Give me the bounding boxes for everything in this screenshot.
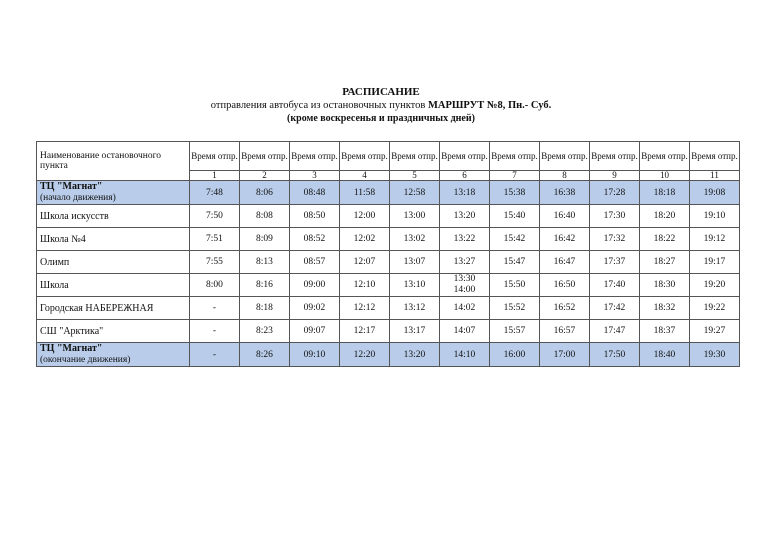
time-cell: 13:30 14:00 xyxy=(440,274,490,297)
time-cell: 16:40 xyxy=(540,205,590,228)
time-cell: 15:57 xyxy=(490,320,540,343)
time-cell: 13:10 xyxy=(390,274,440,297)
subtitle-prefix: отправления автобуса из остановочных пунктов xyxy=(210,100,428,111)
time-cell: 08:57 xyxy=(290,251,340,274)
time-cell: 16:52 xyxy=(540,297,590,320)
trip-number: 9 xyxy=(590,171,640,181)
time-cell: 18:37 xyxy=(640,320,690,343)
page-subtitle xyxy=(0,100,762,111)
time-cell: 12:17 xyxy=(340,320,390,343)
header-row xyxy=(37,142,740,171)
stop-name: ТЦ "Магнат" xyxy=(40,181,103,192)
trip-number: 6 xyxy=(440,171,490,181)
page-title: РАСПИСАНИЕ xyxy=(342,86,420,98)
time-cell: 13:07 xyxy=(390,251,440,274)
stop-name: Школа №4 xyxy=(40,233,86,245)
time-cell: - xyxy=(190,297,240,320)
schedule-body xyxy=(37,142,740,367)
time-cell: 17:32 xyxy=(590,228,640,251)
time-cell: 13:00 xyxy=(390,205,440,228)
stop-name-cell xyxy=(37,181,190,205)
time-cell: 8:18 xyxy=(240,297,290,320)
time-cell: 08:48 xyxy=(290,181,340,205)
time-column-header: Время отпр. xyxy=(240,142,290,171)
table-row xyxy=(37,297,740,320)
time-cell: 13:18 xyxy=(440,181,490,205)
time-cell: - xyxy=(190,343,240,367)
trip-number: 3 xyxy=(290,171,340,181)
table-row xyxy=(37,343,740,367)
table-row xyxy=(37,320,740,343)
time-cell: 14:02 xyxy=(440,297,490,320)
time-cell: 18:32 xyxy=(640,297,690,320)
time-cell: 19:12 xyxy=(690,228,740,251)
time-cell: 12:02 xyxy=(340,228,390,251)
stop-name: СШ "Арктика" xyxy=(40,325,104,337)
time-cell: 08:52 xyxy=(290,228,340,251)
time-cell: 16:50 xyxy=(540,274,590,297)
time-cell: 15:52 xyxy=(490,297,540,320)
time-cell: 09:10 xyxy=(290,343,340,367)
time-cell: 18:27 xyxy=(640,251,690,274)
time-cell: 14:07 xyxy=(440,320,490,343)
time-cell: 18:20 xyxy=(640,205,690,228)
trip-number: 11 xyxy=(690,171,740,181)
time-column-header: Время отпр. xyxy=(440,142,490,171)
time-column-header: Время отпр. xyxy=(490,142,540,171)
time-cell: 12:58 xyxy=(390,181,440,205)
page-note: (кроме воскресенья и праздничных дней) xyxy=(287,113,475,124)
stop-name: ТЦ "Магнат" xyxy=(40,343,103,354)
time-cell: 8:09 xyxy=(240,228,290,251)
time-cell: 17:50 xyxy=(590,343,640,367)
trip-number: 4 xyxy=(340,171,390,181)
time-cell: 8:23 xyxy=(240,320,290,343)
table-row xyxy=(37,274,740,297)
time-cell: 8:26 xyxy=(240,343,290,367)
trip-number: 10 xyxy=(640,171,690,181)
time-cell: 19:08 xyxy=(690,181,740,205)
time-column-header: Время отпр. xyxy=(190,142,240,171)
time-cell: 18:40 xyxy=(640,343,690,367)
time-cell: 16:00 xyxy=(490,343,540,367)
time-cell: 17:47 xyxy=(590,320,640,343)
time-cell: 7:50 xyxy=(190,205,240,228)
time-cell: 19:20 xyxy=(690,274,740,297)
time-cell: 12:12 xyxy=(340,297,390,320)
time-column-header: Время отпр. xyxy=(290,142,340,171)
table-row xyxy=(37,181,740,205)
time-cell: 13:12 xyxy=(390,297,440,320)
schedule-table xyxy=(36,141,740,367)
time-cell: 13:17 xyxy=(390,320,440,343)
time-column-header: Время отпр. xyxy=(540,142,590,171)
trip-number: 8 xyxy=(540,171,590,181)
time-cell: 8:13 xyxy=(240,251,290,274)
stop-name-cell xyxy=(37,274,190,297)
time-cell: 18:18 xyxy=(640,181,690,205)
stop-name: Олимп xyxy=(40,256,70,268)
time-cell: 15:50 xyxy=(490,274,540,297)
time-cell: 09:02 xyxy=(290,297,340,320)
time-cell: 12:00 xyxy=(340,205,390,228)
time-cell: 08:50 xyxy=(290,205,340,228)
stop-name: Школа искусств xyxy=(40,210,109,222)
stop-note: (начало движения) xyxy=(40,193,116,203)
time-cell: 14:10 xyxy=(440,343,490,367)
time-cell: 13:22 xyxy=(440,228,490,251)
time-cell: 15:38 xyxy=(490,181,540,205)
route-label: МАРШРУТ №8, Пн.- Суб. xyxy=(427,100,552,111)
time-cell: 7:55 xyxy=(190,251,240,274)
time-cell: 16:57 xyxy=(540,320,590,343)
time-cell: 17:28 xyxy=(590,181,640,205)
time-cell: 19:30 xyxy=(690,343,740,367)
trip-number: 1 xyxy=(190,171,240,181)
time-cell: 8:08 xyxy=(240,205,290,228)
time-cell: 13:02 xyxy=(390,228,440,251)
time-cell: 17:30 xyxy=(590,205,640,228)
time-cell: 16:47 xyxy=(540,251,590,274)
time-column-header: Время отпр. xyxy=(640,142,690,171)
stop-name-cell xyxy=(37,297,190,320)
time-cell: 15:47 xyxy=(490,251,540,274)
time-cell: 16:42 xyxy=(540,228,590,251)
time-cell: 12:07 xyxy=(340,251,390,274)
time-cell: 17:37 xyxy=(590,251,640,274)
time-column-header: Время отпр. xyxy=(690,142,740,171)
time-cell: 8:16 xyxy=(240,274,290,297)
time-cell: 17:42 xyxy=(590,297,640,320)
table-row xyxy=(37,251,740,274)
stop-name: Городская НАБЕРЕЖНАЯ xyxy=(40,302,154,314)
stop-column-header: Наименование остановочного пункта xyxy=(37,142,190,181)
time-cell: 12:20 xyxy=(340,343,390,367)
time-cell: 17:00 xyxy=(540,343,590,367)
stop-name: Школа xyxy=(40,279,69,291)
time-cell: 8:00 xyxy=(190,274,240,297)
trip-number: 2 xyxy=(240,171,290,181)
table-row xyxy=(37,205,740,228)
time-cell: 18:22 xyxy=(640,228,690,251)
time-cell: 19:17 xyxy=(690,251,740,274)
time-cell: 11:58 xyxy=(340,181,390,205)
time-cell: 15:42 xyxy=(490,228,540,251)
time-cell: 13:27 xyxy=(440,251,490,274)
time-cell: 09:07 xyxy=(290,320,340,343)
stop-note: (окончание движения) xyxy=(40,355,131,365)
stop-name-cell xyxy=(37,205,190,228)
stop-name-cell xyxy=(37,228,190,251)
time-column-header: Время отпр. xyxy=(340,142,390,171)
time-cell: 19:10 xyxy=(690,205,740,228)
time-cell: 15:40 xyxy=(490,205,540,228)
time-cell: 18:30 xyxy=(640,274,690,297)
time-cell: - xyxy=(190,320,240,343)
time-column-header: Время отпр. xyxy=(590,142,640,171)
time-cell: 7:48 xyxy=(190,181,240,205)
time-cell: 17:40 xyxy=(590,274,640,297)
time-cell: 13:20 xyxy=(440,205,490,228)
time-column-header: Время отпр. xyxy=(390,142,440,171)
time-cell: 8:06 xyxy=(240,181,290,205)
time-cell: 19:27 xyxy=(690,320,740,343)
stop-name-cell xyxy=(37,251,190,274)
trip-number: 7 xyxy=(490,171,540,181)
time-cell: 19:22 xyxy=(690,297,740,320)
trip-number: 5 xyxy=(390,171,440,181)
time-cell: 7:51 xyxy=(190,228,240,251)
time-cell: 12:10 xyxy=(340,274,390,297)
table-row xyxy=(37,228,740,251)
stop-name-cell xyxy=(37,320,190,343)
stop-name-cell xyxy=(37,343,190,367)
time-cell: 16:38 xyxy=(540,181,590,205)
time-cell: 09:00 xyxy=(290,274,340,297)
time-cell: 13:20 xyxy=(390,343,440,367)
